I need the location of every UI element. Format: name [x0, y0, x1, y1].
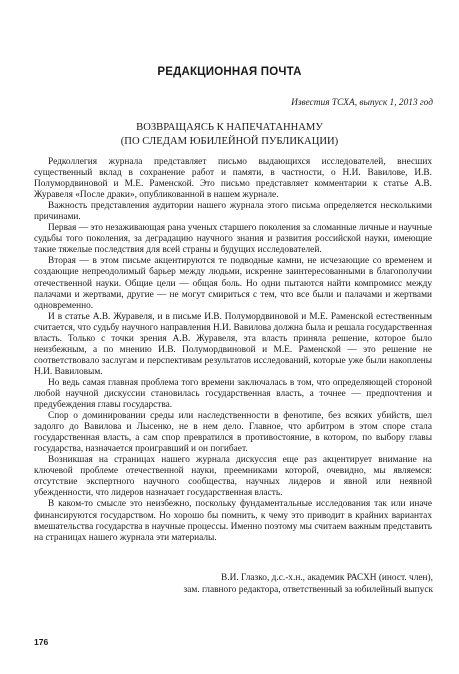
- headline-line-2: (ПО СЛЕДАМ ЮБИЛЕЙНОЙ ПУБЛИКАЦИИ): [120, 136, 339, 147]
- paragraph: Спор о доминировании среды или наследственности в фенотипе, без всяких убийств, шел задолго до Вавилова и Лысенко, не в нем дело. Главное, что арбитром в этом споре стала государственная власть, а сам спор превратился в противостояние, в котором, по выбору главы государства, назначается проигравший и он погибает.: [34, 411, 432, 455]
- signature-line-1: В.И. Глазко, д.с.-х.н., академик РАСХН (иност. член),: [221, 573, 433, 583]
- headline-line-1: ВОЗВРАЩАЯСЬ К НАПЕЧАТАННАМУ: [136, 122, 323, 133]
- paragraph: В каком-то смысле это неизбежно, поскольку фундаментальные исследования так или иначе финансируются государством. Но хорошо бы помнить, к чему это приводит в крайних вариантах вмешательства государства в научные процессы. Именно поэтому мы считаем важным представить на страницах нашего журнала эти материалы.: [34, 499, 432, 543]
- article-headline: [0, 121, 459, 149]
- paragraph: Но ведь самая главная проблема того времени заключалась в том, что определяющей стороной любой научной дискуссии становилась государственная власть, а точнее — предпочтения и предубеждения главы государства.: [34, 377, 432, 411]
- article-body: [34, 157, 432, 544]
- source-citation: Известия ТСХА, выпуск 1, 2013 год: [291, 98, 433, 108]
- section-title: РЕДАКЦИОННАЯ ПОЧТА: [157, 66, 302, 78]
- signature: [184, 572, 433, 596]
- paragraph: Возникшая на страницах нашего журнала дискуссия еще раз акцентирует внимание на ключевой проблеме отечественной науки, преемниками которой, очевидно, мы являемся: отсутствие экспертного научного сообщества, научных лидеров и явной или неявной убежденности, что лидеров назначает государственная власть.: [34, 455, 432, 499]
- paragraph: Первая — это незаживающая рана ученых старшего поколения за сломанные личные и научные судьбы того поколения, за деградацию научного знания и развития российской науки, имеющие такие тяжелые последствия для всей страны и будущих исследователей.: [34, 223, 432, 256]
- signature-line-2: зам. главного редактора, ответственный за юбилейный выпуск: [183, 585, 433, 595]
- paragraph: Важность представления аудитории нашего журнала этого письма определяется несколькими причинами.: [34, 201, 432, 223]
- paragraph: И в статье А.В. Журавеля, и в письме И.В. Полумордвиновой и М.Е. Раменской естественным считается, что судьбу научного направления Н.И. Вавилова должна была и решала государственная власть. Только с точки зрения А.В. Журавеля, эта власть приняла решение, которое было неизбежным, а по мнению И.В. Полумордвиновой и М.Е. Раменской — это решение не соответствовало заслугам и перспективам результатов исследований, которые уже были накоплены Н.И. Вавиловым.: [34, 311, 432, 377]
- page-number: 176: [34, 637, 49, 647]
- paragraph: Вторая — в этом письме акцентируются те подводные камни, не исчезающие со временем и создающие непреодолимый барьер между людьми, искренне заинтересованными в благополучии отечественной науки. Общие цели — общая боль. Но одни пытаются найти компромисс между палачами и жертвами, другие — не могут смириться с тем, что все были и палачами и жертвами одновременно.: [34, 256, 432, 311]
- paragraph: Редколлегия журнала представляет письмо выдающихся исследователей, внесших существенный вклад в сохранение работ и памяти, в частности, о Н.И. Вавилове, И.В. Полумордвиновой и М.Е. Раменской. Это письмо представляет комментарии к статье А.В. Журавеля «После драки», опубликованной в нашем журнале.: [34, 157, 432, 201]
